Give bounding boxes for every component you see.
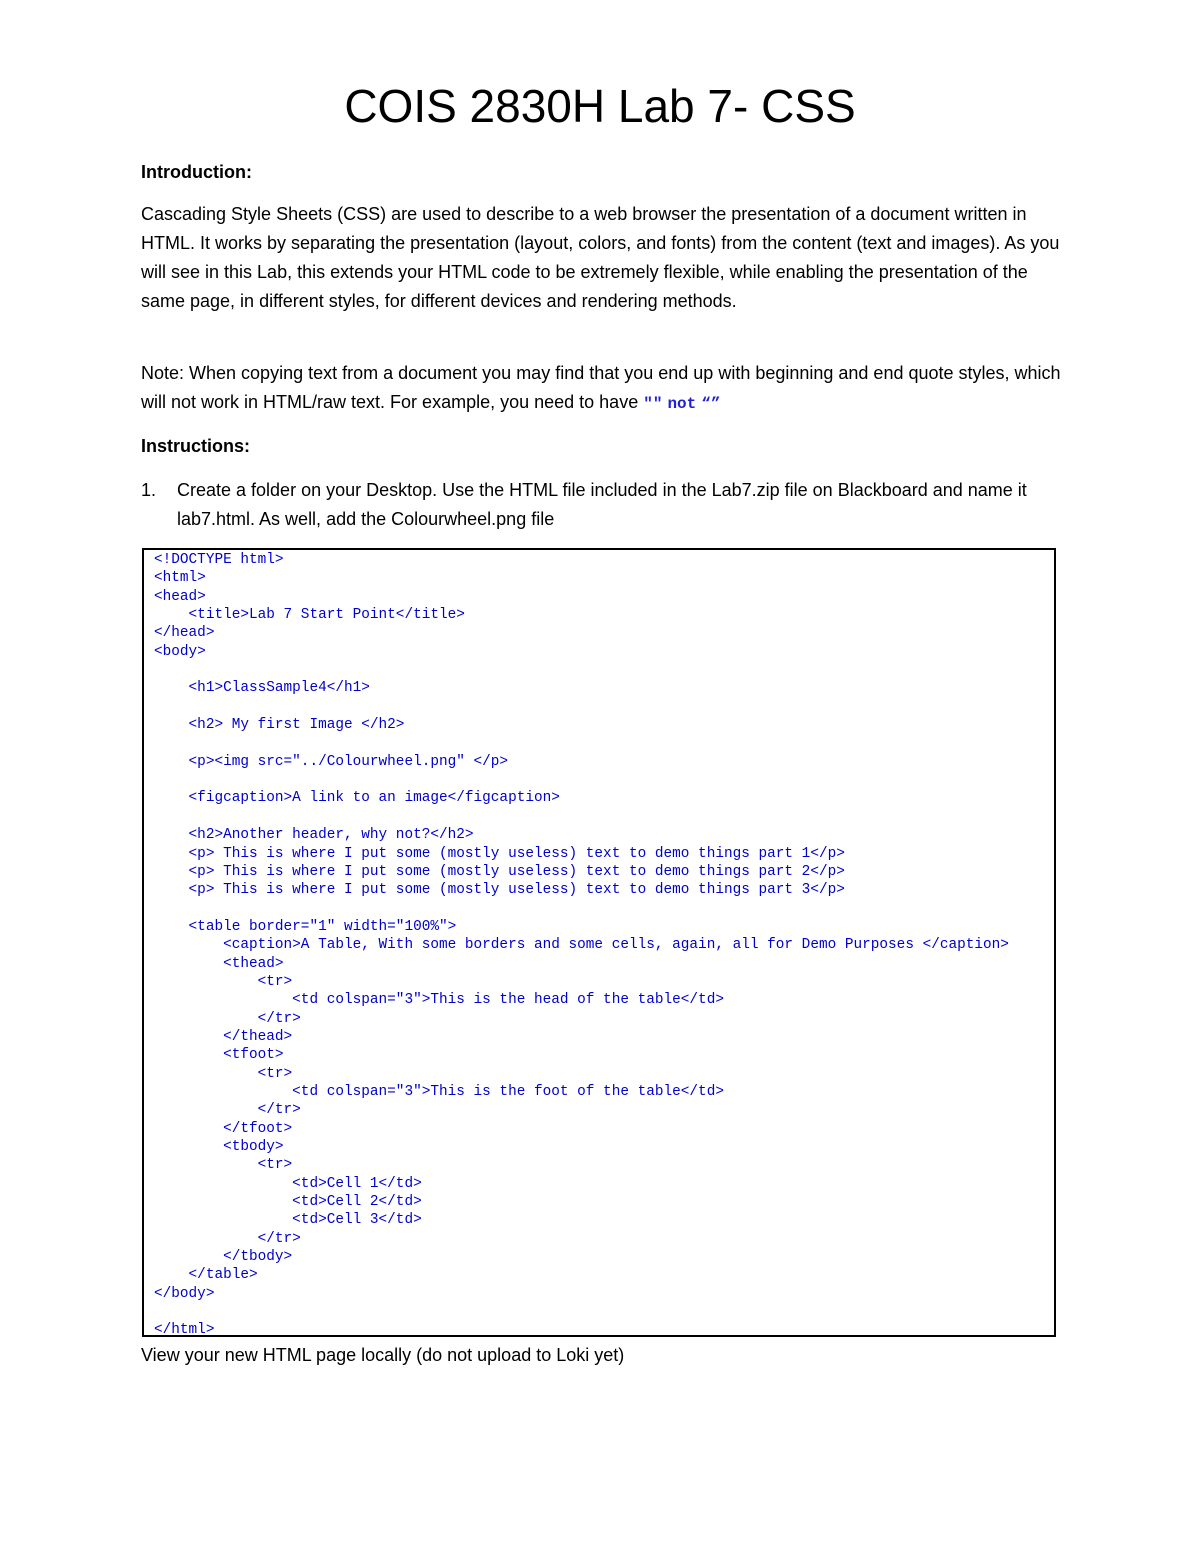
code-line: <body> bbox=[154, 643, 206, 660]
code-line: </thead> bbox=[154, 1028, 293, 1045]
code-line: <p> This is where I put some (mostly useless) text to demo things part 2</p> bbox=[154, 863, 845, 880]
code-line: </tr> bbox=[154, 1230, 301, 1247]
intro-paragraph: Cascading Style Sheets (CSS) are used to describe to a web browser the presentation of a document written in HTML. It works by separating the presentation (layout, colors, and fonts) from the content (text and images). As you will see in this Lab, this extends your HTML code to be extremely flexible, while enabling the presentation of the same page, in different styles, for different devices and rendering methods. bbox=[141, 204, 1060, 311]
code-line: <h1>ClassSample4</h1> bbox=[154, 680, 370, 697]
code-line: <caption>A Table, With some borders and some cells, again, all for Demo Purposes </caption> bbox=[154, 937, 1009, 954]
code-line: </tr> bbox=[154, 1010, 301, 1027]
note-not: not bbox=[667, 395, 697, 413]
code-line: <tbody> bbox=[154, 1139, 284, 1155]
code-line: <table border="1" width="100%"> bbox=[154, 918, 457, 935]
code-line bbox=[154, 900, 1009, 918]
code-line: <td>Cell 2</td> bbox=[154, 1194, 422, 1211]
code-line: <td colspan="3">This is the foot of the table</td> bbox=[154, 1083, 724, 1100]
code-line bbox=[154, 734, 1009, 752]
code-listing-box bbox=[142, 548, 1056, 1337]
code-line: <p> This is where I put some (mostly useless) text to demo things part 3</p> bbox=[154, 882, 845, 899]
code-line: <head> bbox=[154, 588, 206, 605]
code-line: <td>Cell 1</td> bbox=[154, 1175, 422, 1192]
instructions-heading: Instructions: bbox=[141, 436, 251, 456]
code-line: <td colspan="3">This is the head of the table</td> bbox=[154, 992, 724, 1009]
code-line bbox=[154, 698, 1009, 716]
code-line: <h2> My first Image </h2> bbox=[154, 717, 405, 734]
code-line: <h2>Another header, why not?</h2> bbox=[154, 827, 474, 844]
code-line: <p><img src="../Colourwheel.png" </p> bbox=[154, 753, 509, 770]
note-code-bad: “” bbox=[701, 395, 721, 413]
code-line: <!DOCTYPE html> bbox=[154, 552, 284, 568]
code-line: </tfoot> bbox=[154, 1120, 293, 1137]
introduction-heading: Introduction: bbox=[141, 162, 252, 182]
code-line: <thead> bbox=[154, 955, 284, 972]
code-line: <tr> bbox=[154, 1065, 293, 1082]
code-line: </tr> bbox=[154, 1102, 301, 1119]
code-line: <td>Cell 3</td> bbox=[154, 1212, 422, 1229]
code-line: <tfoot> bbox=[154, 1047, 284, 1064]
note-paragraph bbox=[141, 359, 1061, 419]
note-text: Note: When copying text from a document you may find that you end up with beginning and end quote styles, which will not work in HTML/raw text. For example, you need to have bbox=[141, 363, 1061, 412]
code-line: </tbody> bbox=[154, 1249, 293, 1266]
code-listing bbox=[154, 551, 1009, 1340]
code-line: <p> This is where I put some (mostly useless) text to demo things part 1</p> bbox=[154, 845, 845, 862]
code-line: <tr> bbox=[154, 973, 293, 990]
code-line bbox=[154, 771, 1009, 789]
note-code-good: "" bbox=[643, 395, 663, 413]
instruction-number: 1. bbox=[141, 480, 157, 500]
code-line: <figcaption>A link to an image</figcaption> bbox=[154, 790, 560, 807]
page-title: COIS 2830H Lab 7- CSS bbox=[344, 80, 856, 132]
after-code-text: View your new HTML page locally (do not upload to Loki yet) bbox=[141, 1345, 625, 1365]
code-line bbox=[154, 661, 1009, 679]
instruction-text: Create a folder on your Desktop. Use the HTML file included in the Lab7.zip file on Blackboard and name it lab7.html. As well, add the Colourwheel.png file bbox=[177, 480, 1027, 529]
code-line: <html> bbox=[154, 570, 206, 587]
code-line bbox=[154, 808, 1009, 826]
code-line: </body> bbox=[154, 1285, 215, 1302]
code-line bbox=[154, 1303, 1009, 1321]
code-line: </head> bbox=[154, 625, 215, 642]
code-line: <title>Lab 7 Start Point</title> bbox=[154, 607, 465, 624]
code-line: <tr> bbox=[154, 1157, 293, 1174]
code-line: </html> bbox=[154, 1322, 215, 1339]
code-line: </table> bbox=[154, 1267, 258, 1284]
